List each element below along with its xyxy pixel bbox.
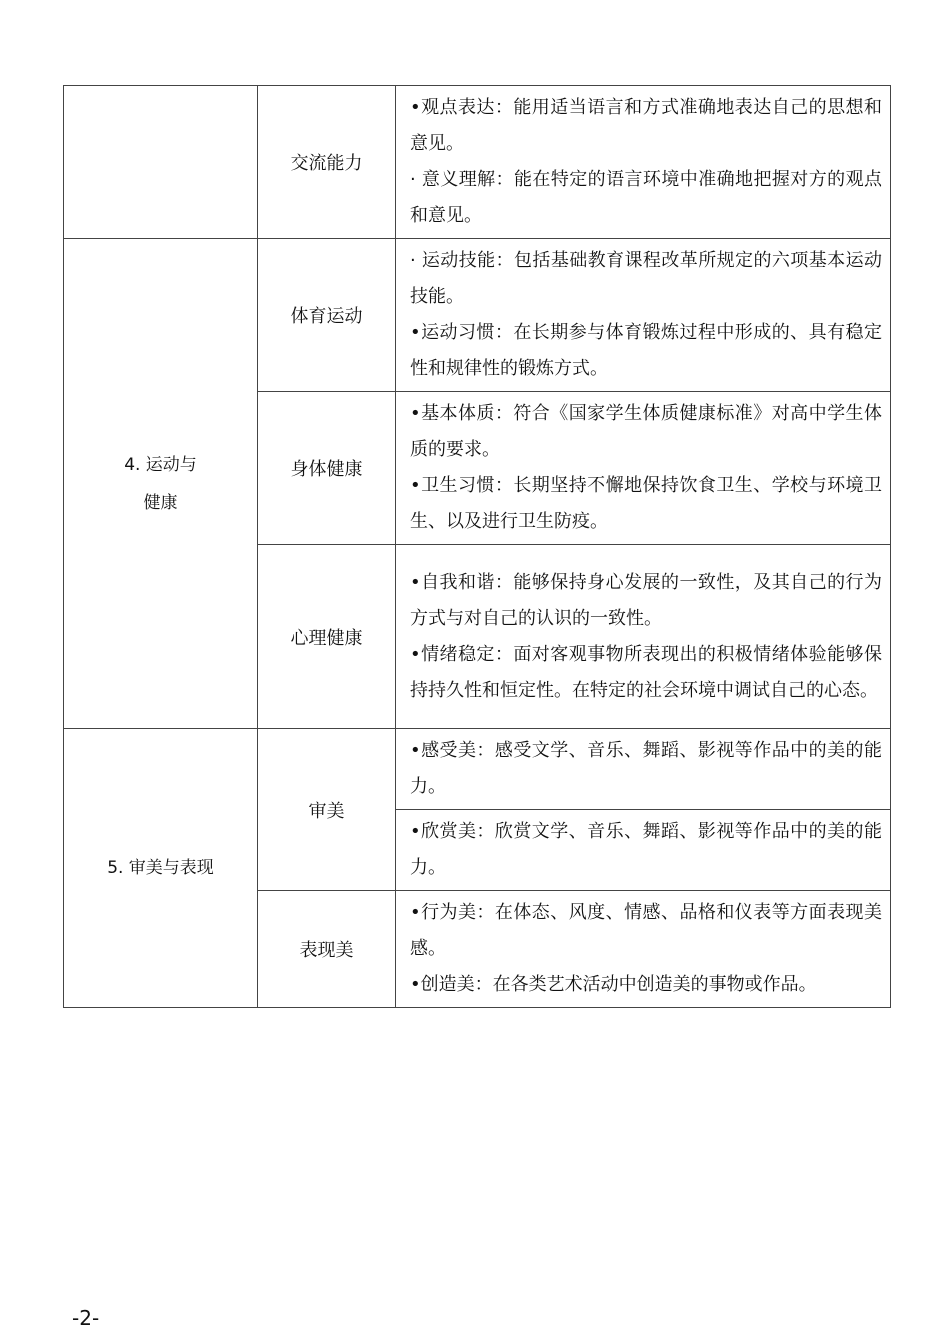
description-item: •卫生习惯：长期坚持不懈地保持饮食卫生、学校与环境卫生、以及进行卫生防疫。 (410, 475, 882, 532)
subcategory-cell: 心理健康 (258, 545, 396, 729)
description-item: •欣赏美：欣赏文学、音乐、舞蹈、影视等作品中的美的能力。 (410, 821, 882, 878)
table-row (64, 86, 891, 239)
description-cell (396, 810, 891, 891)
description-item: •行为美：在体态、风度、情感、品格和仪表等方面表现美感。 (410, 902, 882, 959)
subcategory-cell: 身体健康 (258, 392, 396, 545)
category-cell: 5. 审美与表现 (64, 729, 258, 1008)
description-item: •运动习惯：在长期参与体育锻炼过程中形成的、具有稳定性和规律性的锻炼方式。 (410, 322, 882, 379)
description-item: •基本体质：符合《国家学生体质健康标准》对高中学生体质的要求。 (410, 403, 882, 460)
category-cell (64, 86, 258, 239)
page-number: -2- (72, 1306, 100, 1330)
table-row (64, 239, 891, 392)
table-row (64, 729, 891, 810)
description-item: •创造美：在各类艺术活动中创造美的事物或作品。 (410, 974, 817, 995)
category-cell (64, 239, 258, 729)
description-cell (396, 545, 891, 729)
description-item: · 意义理解：能在特定的语言环境中准确地把握对方的观点和意见。 (410, 169, 882, 226)
description-item: •感受美：感受文学、音乐、舞蹈、影视等作品中的美的能力。 (410, 740, 882, 797)
subcategory-cell: 表现美 (258, 891, 396, 1008)
evaluation-table (63, 85, 891, 1008)
description-item: · 运动技能：包括基础教育课程改革所规定的六项基本运动技能。 (410, 250, 882, 307)
description-cell (396, 239, 891, 392)
category-label-line: 4. 运动与 (124, 454, 197, 475)
description-cell (396, 392, 891, 545)
description-cell (396, 729, 891, 810)
category-label-line: 健康 (143, 492, 178, 513)
description-item: •情绪稳定：面对客观事物所表现出的积极情绪体验能够保持持久性和恒定性。在特定的社会环境中调试自己的心态。 (410, 643, 882, 701)
description-item: •观点表达：能用适当语言和方式准确地表达自己的思想和意见。 (410, 97, 882, 154)
description-item: •自我和谐：能够保持身心发展的一致性，及其自己的行为方式与对自己的认识的一致性。 (410, 571, 882, 629)
subcategory-cell: 体育运动 (258, 239, 396, 392)
subcategory-cell: 交流能力 (258, 86, 396, 239)
description-cell (396, 891, 891, 1008)
description-cell (396, 86, 891, 239)
subcategory-cell: 审美 (258, 729, 396, 891)
